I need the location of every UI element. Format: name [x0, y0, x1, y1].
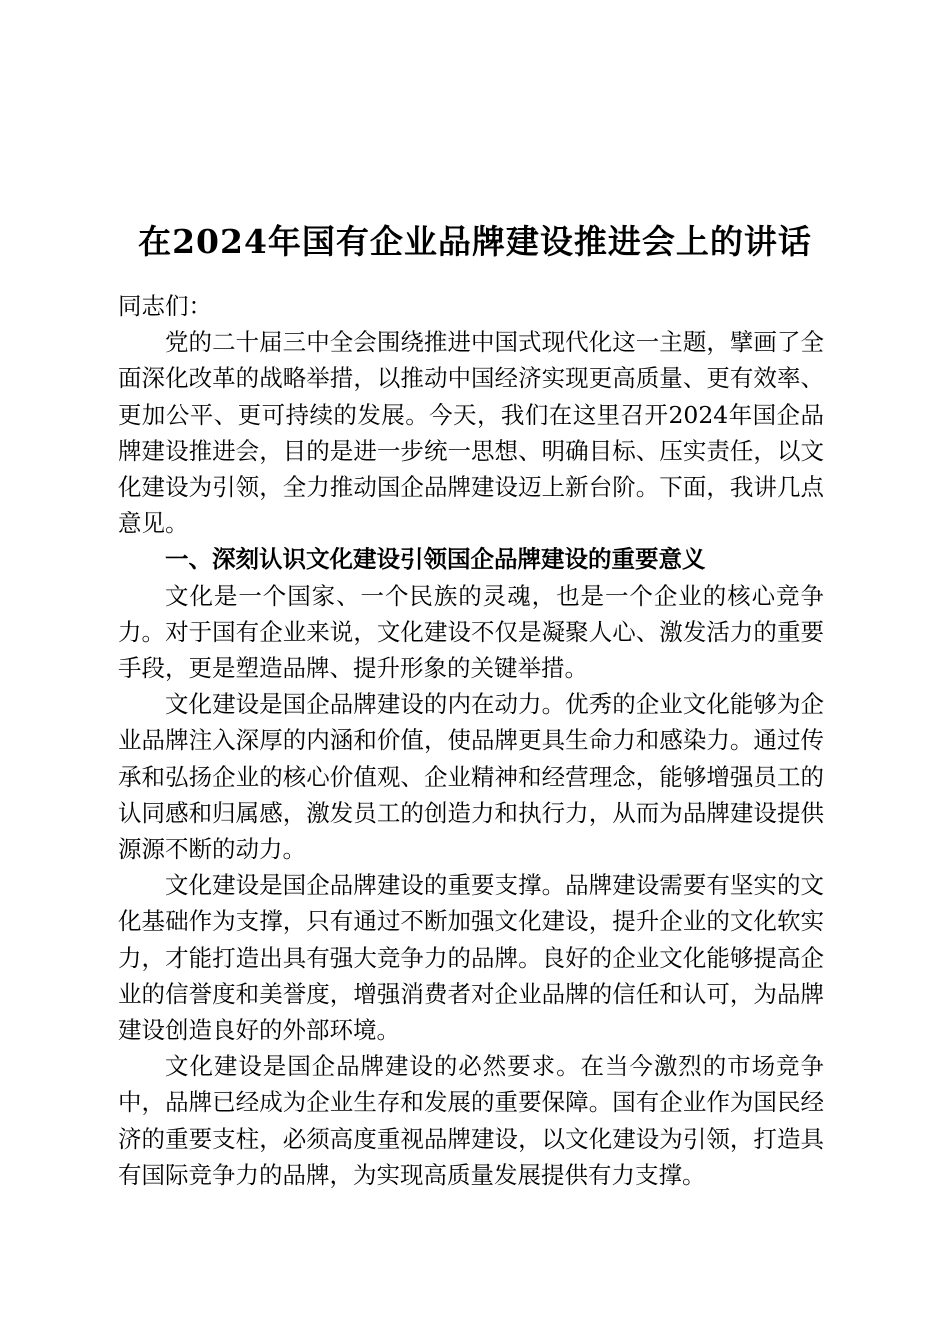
section-paragraph: 文化建设是国企品牌建设的必然要求。在当今激烈的市场竞争中，品牌已经成为企业生存和发展的重要保障。国有企业作为国民经济的重要支柱，必须高度重视品牌建设，以文化建设为引领，打造具有国际竞争力的品牌，为实现高质量发展提供有力支撑。	[118, 1052, 824, 1189]
section-paragraph: 文化是一个国家、一个民族的灵魂，也是一个企业的核心竞争力。对于国有企业来说，文化建设不仅是凝聚人心、激发活力的重要手段，更是塑造品牌、提升形象的关键举措。	[118, 581, 824, 683]
intro-paragraph: 党的二十届三中全会围绕推进中国式现代化这一主题，擘画了全面深化改革的战略举措，以推动中国经济实现更高质量、更有效率、更加公平、更可持续的发展。今天，我们在这里召开2024年国企品牌建设推进会，目的是进一步统一思想、明确目标、压实责任，以文化建设为引领，全力推动国企品牌建设迈上新台阶。下面，我讲几点意见。	[118, 328, 824, 538]
document-body	[118, 288, 824, 1193]
section-paragraph: 文化建设是国企品牌建设的重要支撑。品牌建设需要有坚实的文化基础作为支撑，只有通过不断加强文化建设，提升企业的文化软实力，才能打造出具有强大竞争力的品牌。良好的企业文化能够提高企业的信誉度和美誉度，增强消费者对企业品牌的信任和认可，为品牌建设创造良好的外部环境。	[118, 871, 824, 1045]
salutation: 同志们：	[118, 292, 212, 320]
section-paragraph: 文化建设是国企品牌建设的内在动力。优秀的企业文化能够为企业品牌注入深厚的内涵和价值，使品牌更具生命力和感染力。通过传承和弘扬企业的核心价值观、企业精神和经营理念，能够增强员工的认同感和归属感，激发员工的创造力和执行力，从而为品牌建设提供源源不断的动力。	[118, 690, 824, 864]
document-title: 在2024年国有企业品牌建设推进会上的讲话	[138, 222, 812, 262]
section-heading: 一、深刻认识文化建设引领国企品牌建设的重要意义	[165, 545, 706, 574]
